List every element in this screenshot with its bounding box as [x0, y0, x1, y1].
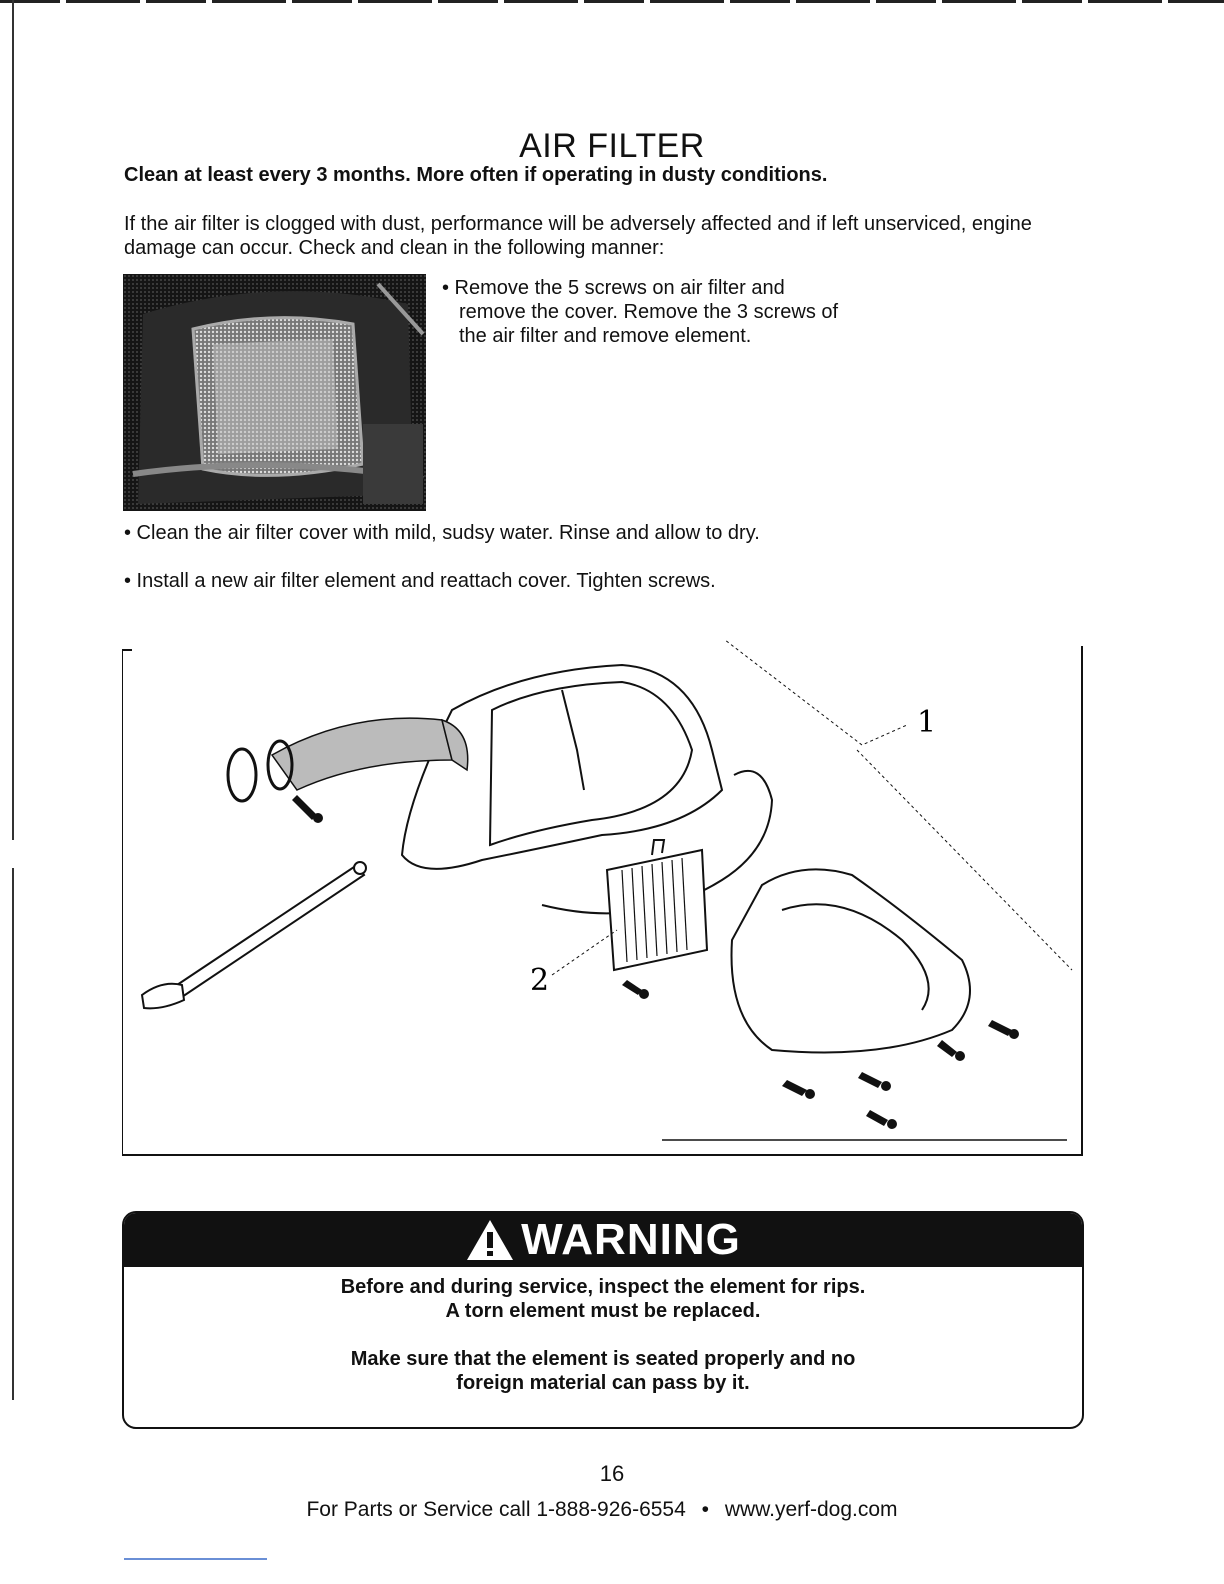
exploded-diagram	[122, 640, 1084, 1158]
intro-paragraph: If the air filter is clogged with dust, performance will be adversely affected and if left unserviced, engine damage can occur. Check and clean in the following manner:	[124, 213, 1032, 259]
callout-1: 1	[917, 705, 937, 740]
warning-header	[124, 1213, 1082, 1267]
air-filter-photo-graphic	[123, 274, 426, 511]
warning-line-1: Before and during service, inspect the element for rips.	[340, 1276, 866, 1298]
warning-body	[124, 1267, 1082, 1395]
step-install-element: • Install a new air filter element and reattach cover. Tighten screws.	[124, 570, 716, 592]
footer-rule	[124, 1558, 267, 1560]
air-filter-photo	[123, 274, 426, 511]
step-clean-cover: • Clean the air filter cover with mild, sudsy water. Rinse and allow to dry.	[124, 522, 760, 544]
air-filter-element	[607, 840, 707, 970]
page-number: 16	[599, 1461, 625, 1486]
warning-triangle-icon	[465, 1218, 515, 1262]
footer-separator: •	[701, 1498, 709, 1521]
footer	[0, 1498, 1204, 1522]
maintenance-interval: Clean at least every 3 months. More often if operating in dusty conditions.	[124, 164, 828, 186]
warning-line-3: Make sure that the element is seated properly and no	[350, 1348, 856, 1370]
scan-edge-top	[0, 0, 1224, 3]
step-remove-screws: • Remove the 5 screws on air filter and remove the cover. Remove the 3 screws of the air filter and remove element.	[442, 277, 839, 347]
warning-line-2: A torn element must be replaced.	[445, 1300, 761, 1322]
warning-heading: WARNING	[521, 1215, 741, 1264]
website-link[interactable]: www.yerf-dog.com	[724, 1498, 898, 1521]
intake-tube	[272, 718, 468, 790]
callout-2: 2	[530, 963, 550, 998]
breather-hose	[142, 862, 366, 1008]
air-filter-exploded-view	[122, 640, 1084, 1158]
warning-line-4: foreign material can pass by it.	[456, 1372, 750, 1394]
page-title: AIR FILTER	[519, 126, 705, 165]
service-phone: For Parts or Service call 1-888-926-6554	[306, 1498, 686, 1521]
scan-edge-left	[12, 0, 14, 1400]
diagram-frame	[122, 646, 1082, 1155]
air-box-housing	[402, 665, 772, 913]
air-filter-cover	[732, 869, 971, 1052]
warning-box	[122, 1211, 1084, 1429]
